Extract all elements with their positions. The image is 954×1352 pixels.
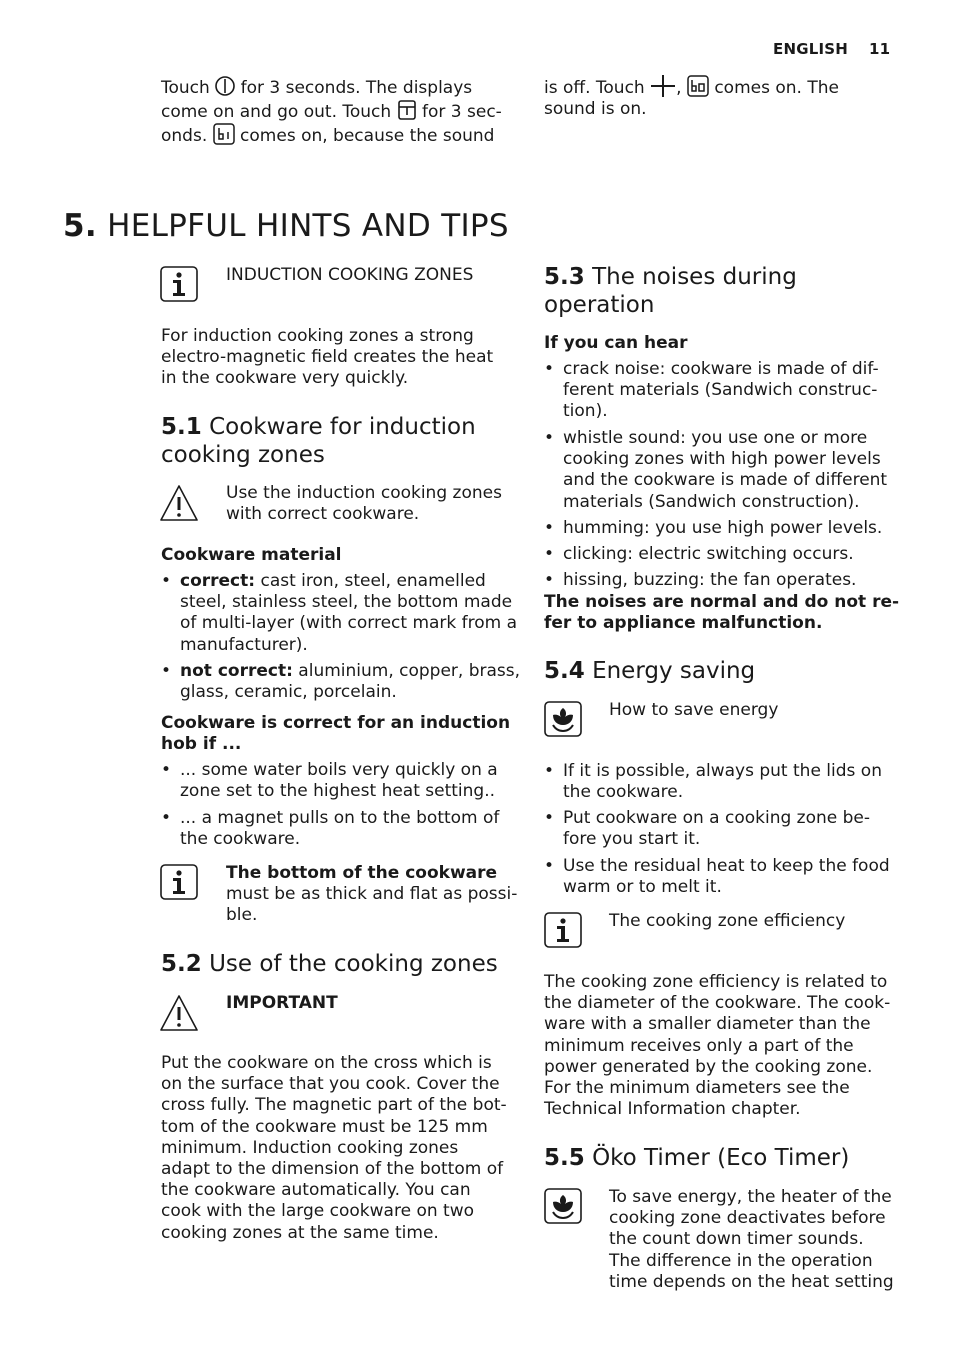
header-language: ENGLISH <box>773 40 849 58</box>
lock-icon <box>397 99 417 121</box>
section-5-4-title: 5.4 Energy saving <box>544 658 756 684</box>
chapter-title: 5. HELPFUL HINTS AND TIPS <box>63 208 509 244</box>
intro-right-line1: is off. Touch , comes on. The <box>544 75 904 99</box>
info-icon <box>544 912 582 948</box>
list-item: • ... a magnet pulls on to the bottom of the cookware. <box>161 808 500 850</box>
list-item: • Use the residual heat to keep the food warm or to melt it. <box>544 856 890 898</box>
eco-icon <box>544 1188 582 1224</box>
intro-left-line2: come on and go out. Touch for 3 sec- <box>161 99 521 123</box>
efficiency-body: The cooking zone efficiency is related to the diameter of the cookware. The cook- ware with a smaller diameter than the minimum receives only a part of the power generated by the cooking zone. For the minimum diameters see the Technical Information chapter. <box>544 972 891 1120</box>
list-item: • ... some water boils very quickly on a zone set to the highest heat setting.. <box>161 760 498 802</box>
list-item: • whistle sound: you use one or more cooking zones with high power levels and the cookware is made of different materials (Sandwich construction). <box>544 428 888 512</box>
intro-left <box>161 75 521 148</box>
warning-correct-cookware: Use the induction cooking zones with correct cookware. <box>226 483 502 525</box>
noises-heading: If you can hear <box>544 333 688 353</box>
info-induction-label: INDUCTION COOKING ZONES <box>226 265 474 285</box>
info-cookware-bottom: The bottom of the cookware must be as thick and flat as possi- ble. <box>226 863 518 926</box>
eco-icon <box>544 701 582 737</box>
intro-right <box>544 75 904 120</box>
info-icon <box>160 864 198 900</box>
list-item: • crack noise: cookware is made of dif- ferent materials (Sandwich construc- tion). <box>544 359 879 422</box>
noises-note: The noises are normal and do not re- fer to appliance malfunction. <box>544 592 900 634</box>
info-efficiency-label: The cooking zone efficiency <box>609 911 846 931</box>
section-5-5-title: 5.5 Öko Timer (Eco Timer) <box>544 1145 850 1171</box>
list-item: • If it is possible, always put the lids on the cookware. <box>544 761 882 803</box>
plus-icon <box>650 75 676 97</box>
display-b0-icon <box>687 75 709 97</box>
display-b1-icon <box>213 123 235 145</box>
eco-timer-text: To save energy, the heater of the cooking zone deactivates before the count down timer sounds. The difference in the operation time depends on the heat setting <box>609 1187 894 1292</box>
warning-icon <box>159 994 199 1032</box>
induction-intro: For induction cooking zones a strong electro-magnetic field creates the heat in the cookware very quickly. <box>161 326 494 389</box>
intro-left-line1: Touch for 3 seconds. The displays <box>161 75 521 99</box>
page-number: 11 <box>869 40 891 58</box>
list-item: • hissing, buzzing: the fan operates. <box>544 570 857 590</box>
warning-icon <box>159 484 199 522</box>
bullet-correct: • correct: cast iron, steel, enamelled steel, stainless steel, the bottom made of multi-layer (with correct mark from a manufacturer). <box>161 571 518 655</box>
section-5-2-body: Put the cookware on the cross which is on the surface that you cook. Cover the cross fully. The magnetic part of the bot- tom of the cookware must be 125 mm minimum. Induction cooking zones adapt to the dimension of the bottom of the cookware automatically. You can cook with the large cookware on two cooking zones at the same time. <box>161 1053 507 1243</box>
list-item: • humming: you use high power levels. <box>544 518 883 538</box>
cookware-material-heading: Cookware material <box>161 545 342 565</box>
bullet-not-correct: • not correct: aluminium, copper, brass, glass, ceramic, porcelain. <box>161 661 521 703</box>
list-item: • Put cookware on a cooking zone be- fore you start it. <box>544 808 871 850</box>
list-item: • clicking: electric switching occurs. <box>544 544 854 564</box>
section-5-2-title: 5.2 Use of the cooking zones <box>161 951 498 977</box>
power-icon <box>215 75 235 97</box>
cookware-check-heading: Cookware is correct for an induction hob if ... <box>161 713 511 755</box>
section-5-3-title: 5.3 The noises during operation <box>544 264 797 318</box>
section-5-1-title: 5.1 Cookware for induction cooking zones <box>161 414 476 468</box>
intro-right-line2: sound is on. <box>544 99 647 120</box>
eco-label: How to save energy <box>609 700 779 720</box>
warning-important: IMPORTANT <box>226 993 338 1013</box>
info-icon <box>160 266 198 302</box>
intro-left-line3: onds. comes on, because the sound <box>161 123 521 147</box>
